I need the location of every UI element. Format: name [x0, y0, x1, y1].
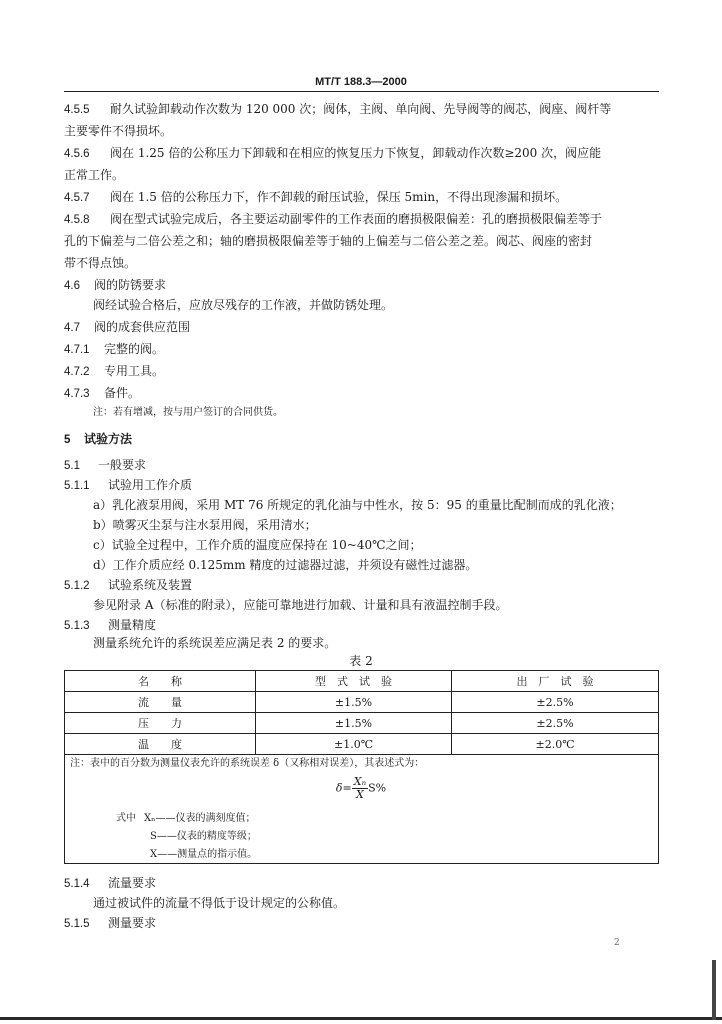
table-row — [65, 713, 659, 734]
clause-text: 阀在型式试验完成后，各主要运动副零件的工作表面的磨损极限偏差：孔的磨损极限偏差等于 — [110, 212, 603, 226]
clause-5-1-5 — [64, 916, 156, 931]
clause-5-1-1-a: a）乳化液泵用阀，采用 MT 76 所规定的乳化油与中性水，按 5：95 的重量比配制而成的乳化液； — [93, 498, 622, 512]
clause-number: 4.6 — [64, 280, 80, 292]
table-header-cell: 型 式 试 验 — [256, 671, 452, 692]
clause-number: 4.5.6 — [64, 148, 90, 160]
clause-number: 5.1.5 — [64, 918, 90, 930]
error-formula — [0, 776, 722, 801]
clause-4-5-6 — [64, 146, 601, 161]
clause-4-7-3 — [64, 386, 140, 401]
scan-edge-right — [712, 960, 716, 1020]
clause-number: 4.7.1 — [64, 344, 90, 356]
section-number: 5 — [64, 434, 71, 446]
clause-5-1-4 — [64, 876, 156, 891]
clause-5-1-2-body: 参见附录 A（标准的附录），应能可靠地进行加载、计量和具有液温控制手段。 — [93, 598, 508, 612]
table-note: 注：表中的百分数为测量仪表允许的系统误差 δ（又称相对误差），其表述式为： — [70, 758, 425, 769]
clause-4-5-8-cont: 孔的下偏差与二倍公差之和；轴的磨损极限偏差等于轴的上偏差与二倍公差之差。阀芯、阀座的密封 — [64, 234, 593, 248]
clause-number: 4.5.7 — [64, 192, 90, 204]
formula-lhs: δ= — [335, 781, 352, 795]
clause-text: 备件。 — [104, 386, 141, 400]
clause-number: 4.5.5 — [64, 104, 90, 116]
clause-5-1-2 — [64, 578, 192, 593]
clause-4-7-note: 注：若有增减，按与用户签订的合同供货。 — [93, 407, 283, 418]
clause-title: 阀的防锈要求 — [94, 278, 167, 292]
where-item-2: S——仪表的精度等级； — [150, 831, 257, 842]
clause-4-5-7 — [64, 190, 567, 205]
clause-4-7 — [64, 320, 190, 335]
clause-title: 试验用工作介质 — [108, 478, 193, 492]
clause-5-1 — [64, 458, 146, 473]
clause-4-5-8 — [64, 212, 602, 227]
clause-5-1-3 — [64, 618, 156, 633]
table-cell: ±1.0℃ — [256, 734, 452, 755]
table-cell: ±2.5% — [452, 692, 659, 713]
clause-number: 5.1 — [64, 460, 80, 472]
clause-number: 5.1.3 — [64, 620, 90, 632]
where-label: 式中 — [116, 813, 136, 824]
scan-edge — [0, 1017, 722, 1020]
clause-4-6-body: 阀经试验合格后，应放尽残存的工作液，并做防锈处理。 — [93, 298, 394, 312]
table-cell: ±2.5% — [452, 713, 659, 734]
table-cell: 压 力 — [65, 713, 256, 734]
table-header-cell: 名 称 — [65, 671, 256, 692]
clause-4-6 — [64, 278, 166, 293]
clause-number: 4.7.2 — [64, 366, 90, 378]
clause-text: 专用工具。 — [104, 364, 165, 378]
clause-number: 4.7 — [64, 322, 80, 334]
table-header-row — [65, 671, 659, 692]
page-mark: 2 — [614, 938, 620, 948]
table-row — [65, 692, 659, 713]
clause-4-7-2 — [64, 364, 164, 379]
table-2 — [64, 670, 659, 755]
clause-text: 完整的阀。 — [104, 342, 165, 356]
clause-4-7-1 — [64, 342, 164, 357]
clause-title: 阀的成套供应范围 — [94, 320, 191, 334]
clause-text: 阀在 1.5 倍的公称压力下，作不卸载的耐压试验，保压 5min，不得出现渗漏和损坏。 — [110, 190, 568, 204]
clause-5-1-1-c: c）试验全过程中，工作介质的温度应保持在 10~40℃之间； — [93, 538, 422, 552]
formula-fraction — [352, 776, 368, 801]
clause-4-5-5 — [64, 102, 611, 117]
table-header-cell: 出 厂 试 验 — [452, 671, 659, 692]
clause-4-5-6-cont: 正常工作。 — [64, 168, 125, 182]
clause-text: 阀在 1.25 倍的公称压力下卸载和在相应的恢复压力下恢复，卸载动作次数≥200 次，阀应能 — [110, 146, 602, 160]
clause-text: 耐久试验卸载动作次数为 120 000 次；阀体，主阀、单向阀、先导阀等的阀芯，阀座、阀杆等 — [110, 102, 612, 116]
formula-denominator: X — [355, 788, 364, 801]
where-item-1: Xₙ——仪表的满刻度值； — [144, 813, 256, 824]
clause-5-1-1-b: b）喷雾灭尘泵与注水泵用阀，采用清水； — [93, 518, 317, 532]
clause-number: 4.7.3 — [64, 388, 90, 400]
clause-title: 测量精度 — [108, 618, 157, 632]
standard-number-header: MT/T 188.3—2000 — [315, 76, 407, 88]
table-2-caption: 表 2 — [349, 654, 373, 668]
clause-5-1-4-body: 通过被试件的流量不得低于设计规定的公称值。 — [93, 896, 346, 910]
table-cell: 流 量 — [65, 692, 256, 713]
clause-title: 流量要求 — [108, 876, 157, 890]
table-cell: ±1.5% — [256, 713, 452, 734]
header-rule — [64, 91, 659, 92]
section-title: 试验方法 — [84, 432, 133, 446]
clause-5-1-3-body: 测量系统允许的系统误差应满足表 2 的要求。 — [93, 636, 337, 650]
table-row — [65, 734, 659, 755]
clause-number: 5.1.1 — [64, 480, 90, 492]
clause-5-1-1-d: d）工作介质应经 0.125mm 精度的过滤器过滤，并须设有磁性过滤器。 — [93, 558, 478, 572]
table-cell: ±2.0℃ — [452, 734, 659, 755]
clause-number: 4.5.8 — [64, 214, 90, 226]
clause-number: 5.1.2 — [64, 580, 90, 592]
clause-title: 一般要求 — [98, 458, 147, 472]
table-cell: 温 度 — [65, 734, 256, 755]
table-cell: ±1.5% — [256, 692, 452, 713]
clause-4-5-5-cont: 主要零件不得损坏。 — [64, 124, 173, 138]
section-5-heading — [64, 432, 132, 447]
formula-numerator: Xₙ — [353, 775, 367, 788]
clause-5-1-1 — [64, 478, 192, 493]
where-item-3: X——测量点的指示值。 — [150, 849, 258, 860]
clause-title: 试验系统及装置 — [108, 578, 193, 592]
clause-number: 5.1.4 — [64, 878, 90, 890]
formula-rhs: S% — [368, 781, 387, 795]
clause-title: 测量要求 — [108, 916, 157, 930]
clause-4-5-8-cont2: 带不得点蚀。 — [64, 256, 137, 270]
